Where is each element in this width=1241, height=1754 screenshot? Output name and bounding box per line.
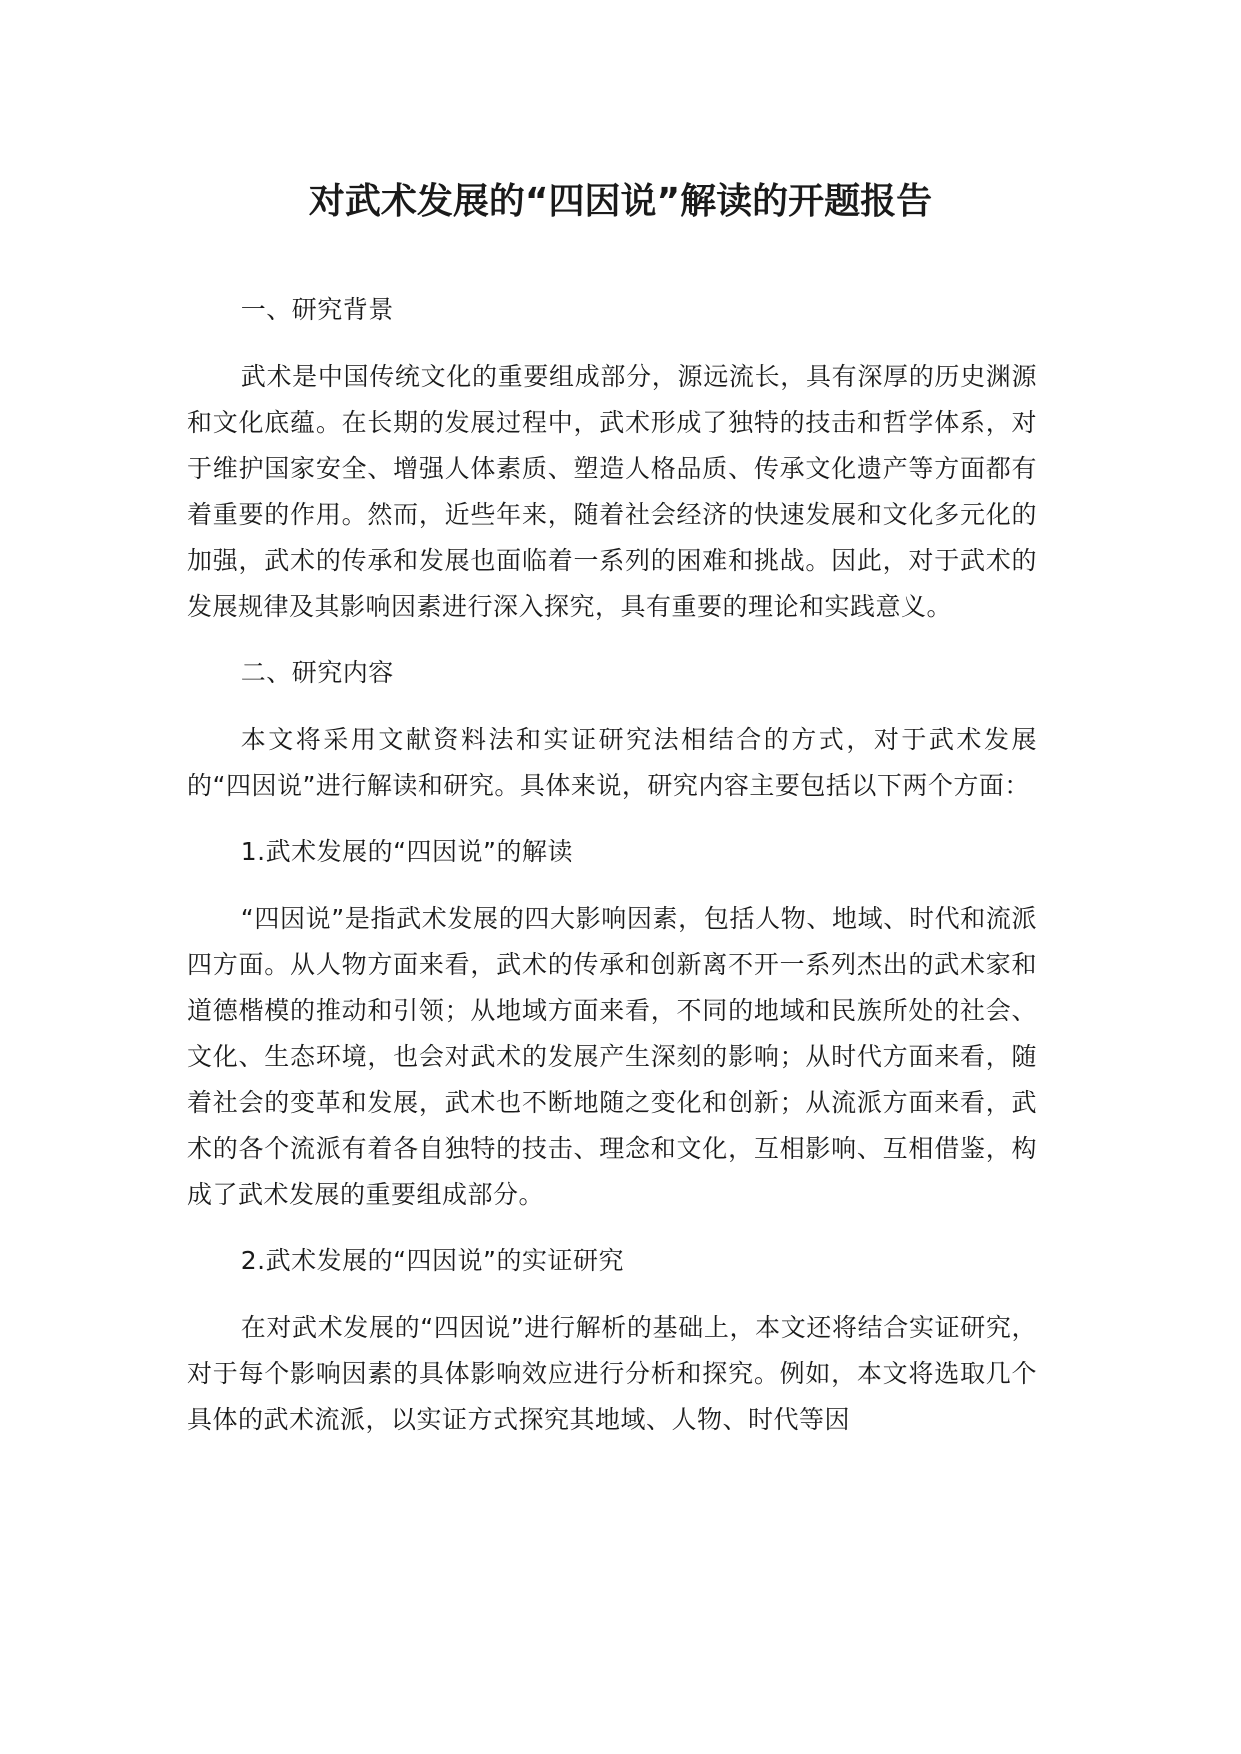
paragraph-interpretation: “四因说”是指武术发展的四大影响因素，包括人物、地域、时代和流派四方面。从人物方面来看，武术的传承和创新离不开一系列杰出的武术家和道德楷模的推动和引领；从地域方面来看，不同的地域和民族所处的社会、文化、生态环境，也会对武术的发展产生深刻的影响；从时代方面来看，随着社会的变革和发展，武术也不断地随之变化和创新；从流派方面来看，武术的各个流派有着各自独特的技击、理念和文化，互相影响、互相借鉴，构成了武术发展的重要组成部分。 [187, 904, 1037, 1209]
document-title: 对武术发展的“四因说”解读的开题报告 [308, 181, 933, 222]
paragraph-content-intro: 本文将采用文献资料法和实证研究法相结合的方式，对于武术发展的“四因说”进行解读和研究。具体来说，研究内容主要包括以下两个方面： [187, 725, 1037, 800]
paragraph-background: 武术是中国传统文化的重要组成部分，源远流长，具有深厚的历史渊源和文化底蕴。在长期的发展过程中，武术形成了独特的技击和哲学体系，对于维护国家安全、增强人体素质、塑造人格品质、传承文化遗产等方面都有着重要的作用。然而，近些年来，随着社会经济的快速发展和文化多元化的加强，武术的传承和发展也面临着一系列的困难和挑战。因此，对于武术的发展规律及其影响因素进行深入探究，具有重要的理论和实践意义。 [187, 362, 1037, 621]
subheading-empirical: 2.武术发展的“四因说”的实证研究 [240, 1246, 625, 1275]
section-heading-background: 一、研究背景 [240, 295, 394, 324]
section-heading-content: 二、研究内容 [240, 658, 394, 687]
document-body [187, 287, 1037, 1443]
paragraph-empirical: 在对武术发展的“四因说”进行解析的基础上，本文还将结合实证研究，对于每个影响因素的具体影响效应进行分析和探究。例如，本文将选取几个具体的武术流派，以实证方式探究其地域、人物、时代等因 [187, 1313, 1037, 1434]
subheading-interpretation: 1.武术发展的“四因说”的解读 [240, 837, 574, 866]
